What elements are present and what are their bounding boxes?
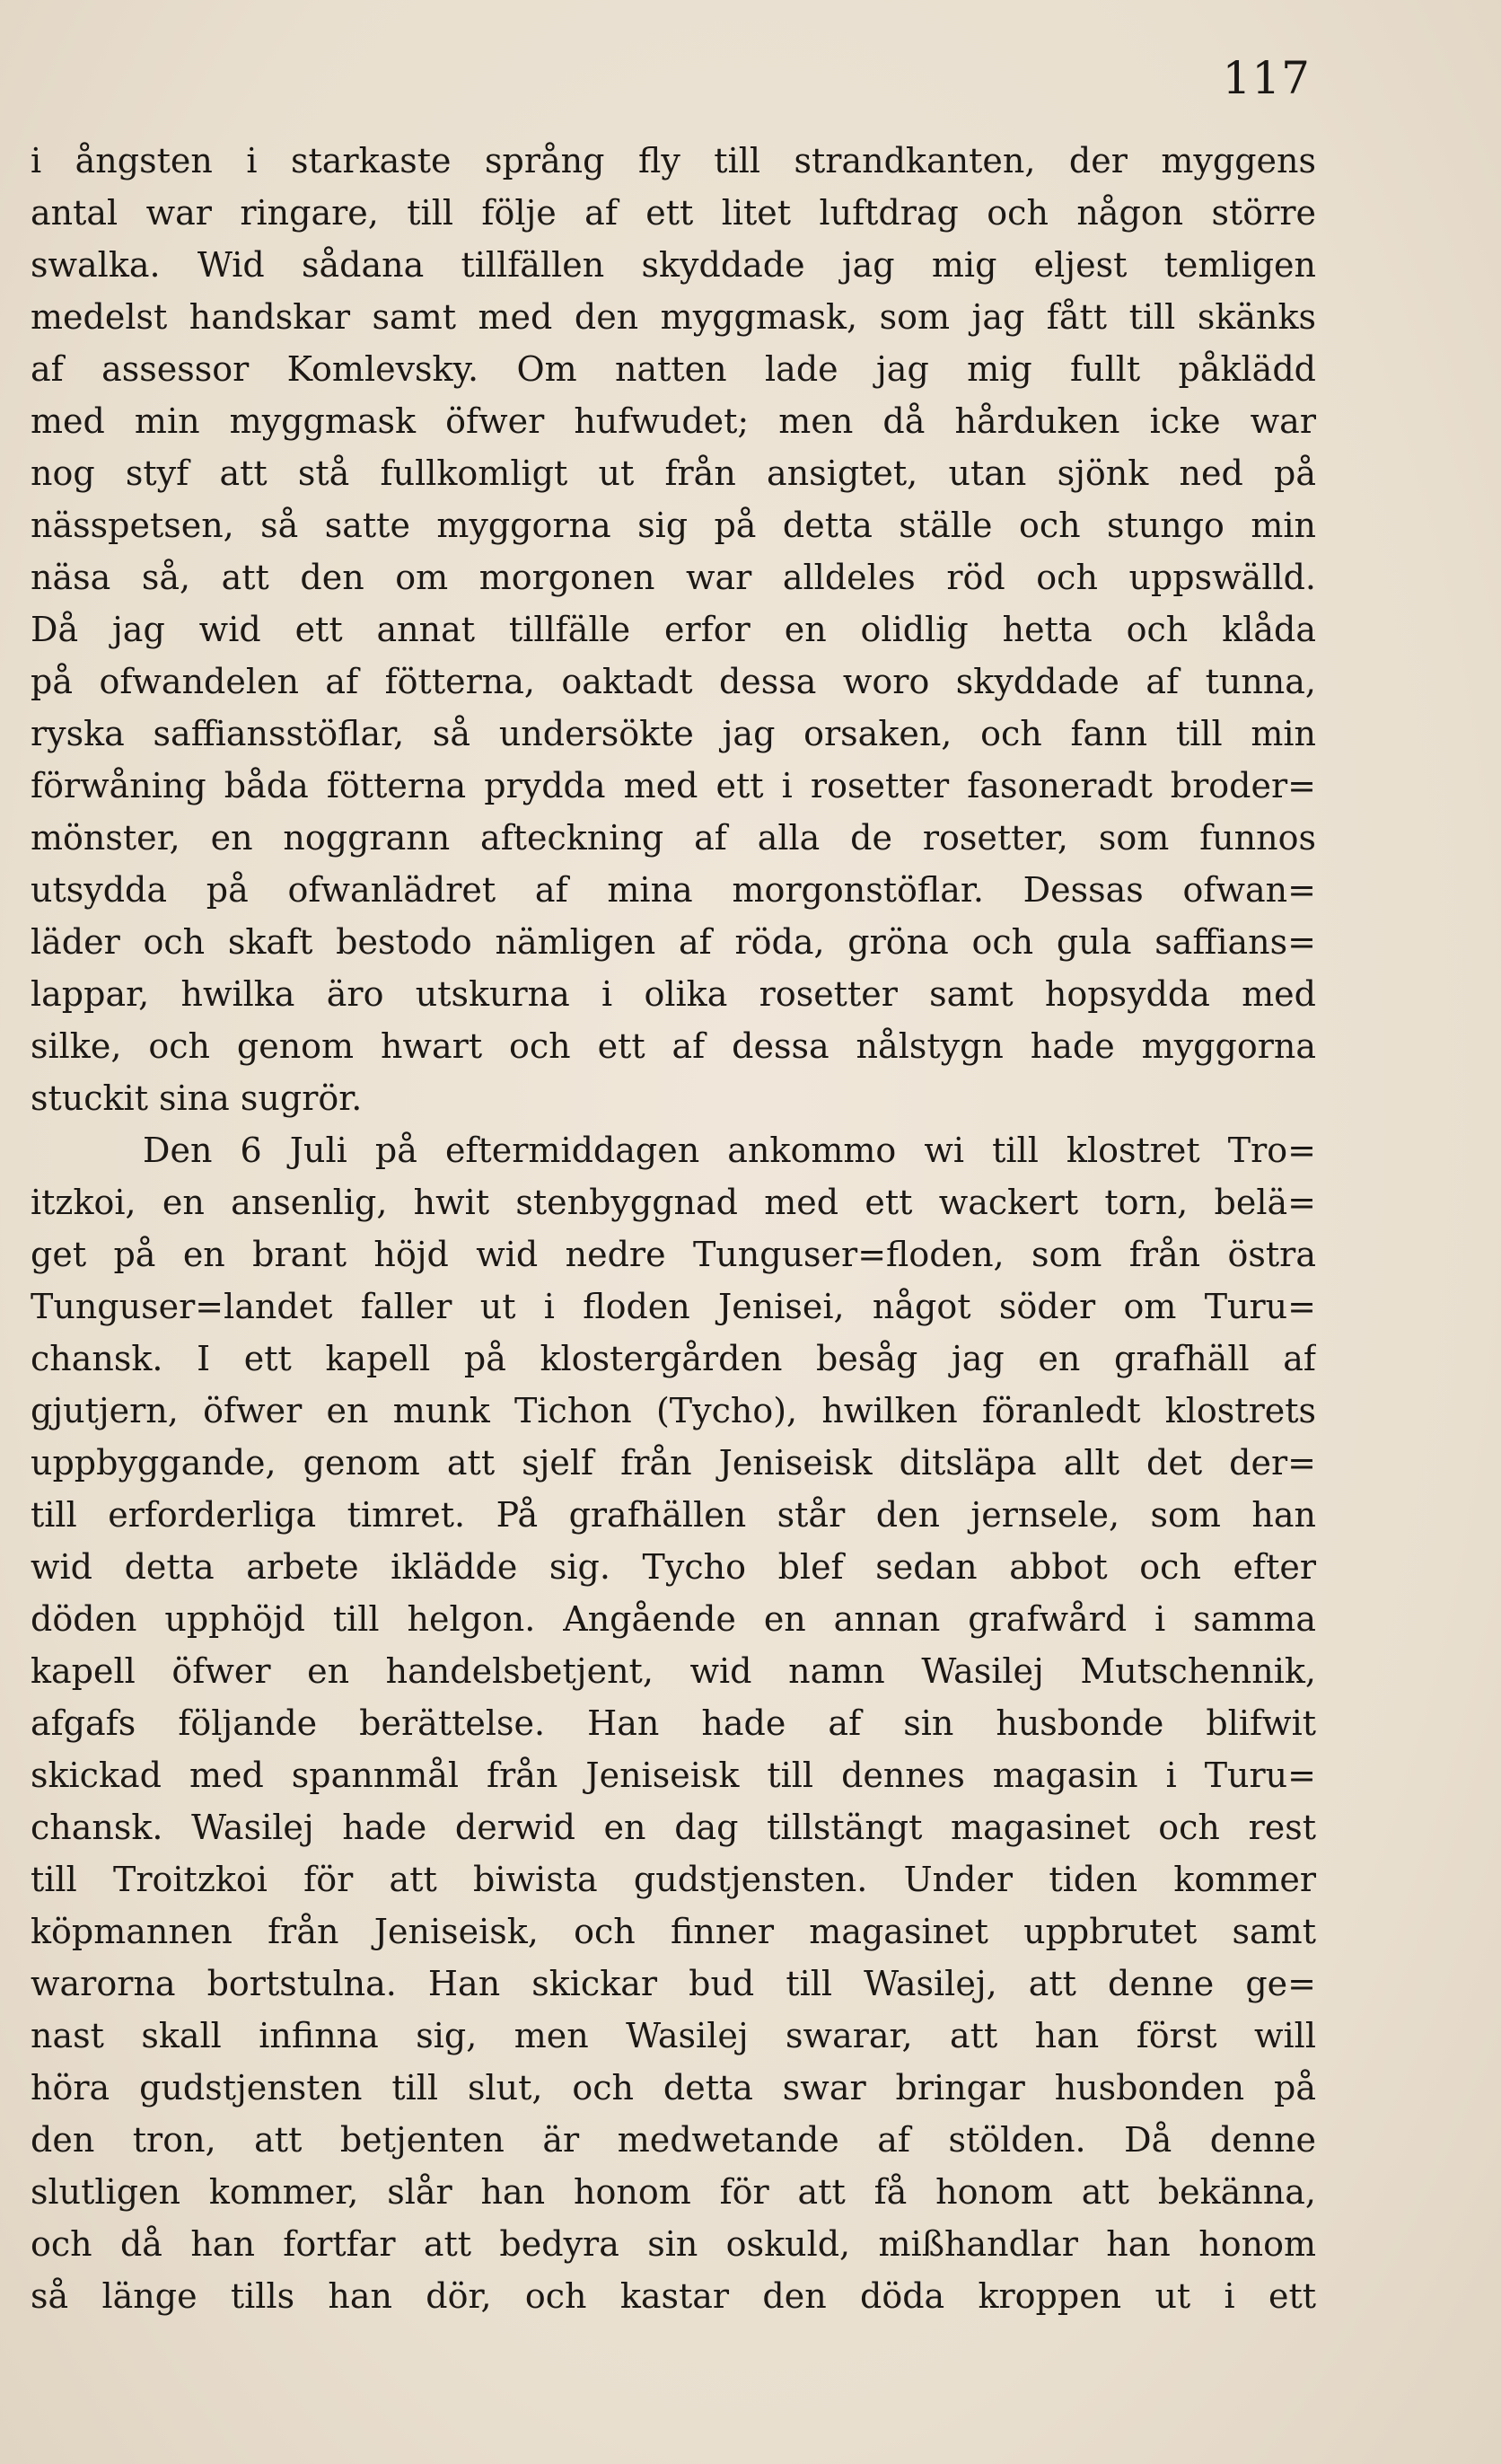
- text-line: höra gudstjensten till slut, och detta swar bringar husbonden på: [31, 2068, 1316, 2108]
- text-line: till Troitzkoi för att biwista gudstjensten. Under tiden kommer: [31, 1860, 1316, 1899]
- text-line: af assessor Komlevsky. Om natten lade jag mig fullt påklädd: [31, 349, 1316, 389]
- text-line: silke, och genom hwart och ett af dessa nålstygn hade myggorna: [31, 1026, 1316, 1066]
- text-line: den tron, att betjenten är medwetande af stölden. Då denne: [31, 2120, 1316, 2160]
- text-line: och då han fortfar att bedyra sin oskuld, mißhandlar han honom: [31, 2224, 1316, 2264]
- text-line: skickad med spannmål från Jeniseisk till dennes magasin i Turu=: [31, 1756, 1316, 1795]
- text-line: nast skall infinna sig, men Wasilej swarar, att han först will: [31, 2016, 1316, 2055]
- text-line: gjutjern, öfwer en munk Tichon (Tycho), hwilken föranledt klostrets: [31, 1391, 1316, 1430]
- text-line: Den 6 Juli på eftermiddagen ankommo wi till klostret Tro=: [143, 1131, 1316, 1170]
- text-line: Då jag wid ett annat tillfälle erfor en olidlig hetta och klåda: [31, 610, 1316, 649]
- text-line: på ofwandelen af fötterna, oaktadt dessa woro skyddade af tunna,: [31, 662, 1316, 701]
- text-line: läder och skaft bestodo nämligen af röda, gröna och gula saffians=: [31, 922, 1316, 962]
- text-line: afgafs följande berättelse. Han hade af sin husbonde blifwit: [31, 1703, 1316, 1743]
- text-line: förwåning båda fötterna prydda med ett i rosetter fasoneradt broder=: [31, 766, 1316, 805]
- text-line: medelst handskar samt med den myggmask, som jag fått till skänks: [31, 297, 1316, 337]
- text-line: swalka. Wid sådana tillfällen skyddade jag mig eljest temligen: [31, 245, 1316, 285]
- text-line: ryska saffiansstöflar, så undersökte jag orsaken, och fann till min: [31, 714, 1316, 753]
- text-line: mönster, en noggrann afteckning af alla de rosetter, som funnos: [31, 818, 1316, 858]
- text-line: nog styf att stå fullkomligt ut från ansigtet, utan sjönk ned på: [31, 453, 1316, 493]
- text-line: uppbyggande, genom att sjelf från Jeniseisk ditsläpa allt det der=: [31, 1443, 1316, 1483]
- body-text: [31, 135, 1316, 2322]
- text-line: köpmannen från Jeniseisk, och finner magasinet uppbrutet samt: [31, 1912, 1316, 1951]
- text-line: kapell öfwer en handelsbetjent, wid namn Wasilej Mutschennik,: [31, 1651, 1316, 1691]
- text-line: lappar, hwilka äro utskurna i olika rosetter samt hopsydda med: [31, 974, 1316, 1014]
- text-line: warorna bortstulna. Han skickar bud till Wasilej, att denne ge=: [31, 1964, 1316, 2003]
- text-line: i ångsten i starkaste språng fly till strandkanten, der myggens: [31, 141, 1316, 180]
- text-line: itzkoi, en ansenlig, hwit stenbyggnad med ett wackert torn, belä=: [31, 1183, 1316, 1222]
- text-line: näsa så, att den om morgonen war alldeles röd och uppswälld.: [31, 558, 1316, 597]
- text-line: Tunguser=landet faller ut i floden Jenisei, något söder om Turu=: [31, 1287, 1316, 1326]
- text-line: stuckit sina sugrör.: [31, 1078, 363, 1118]
- text-line: till erforderliga timret. På grafhällen står den jernsele, som han: [31, 1495, 1316, 1535]
- text-line: antal war ringare, till följe af ett litet luftdrag och någon större: [31, 193, 1316, 233]
- text-line: chansk. Wasilej hade derwid en dag tillstängt magasinet och rest: [31, 1808, 1316, 1847]
- text-line: slutligen kommer, slår han honom för att få honom att bekänna,: [31, 2172, 1316, 2212]
- text-line: chansk. I ett kapell på klostergården besåg jag en grafhäll af: [31, 1339, 1316, 1378]
- text-line: med min myggmask öfwer hufwudet; men då hårduken icke war: [31, 401, 1316, 441]
- page-number: 117: [1222, 52, 1311, 104]
- text-line: döden upphöjd till helgon. Angående en annan grafwård i samma: [31, 1599, 1316, 1639]
- text-line: utsydda på ofwanlädret af mina morgonstöflar. Dessas ofwan=: [31, 870, 1316, 910]
- text-line: wid detta arbete iklädde sig. Tycho blef sedan abbot och efter: [31, 1547, 1316, 1587]
- text-line: så länge tills han dör, och kastar den döda kroppen ut i ett: [31, 2276, 1316, 2316]
- text-line: get på en brant höjd wid nedre Tunguser=floden, som från östra: [31, 1235, 1316, 1274]
- text-line: nässpetsen, så satte myggorna sig på detta ställe och stungo min: [31, 506, 1316, 545]
